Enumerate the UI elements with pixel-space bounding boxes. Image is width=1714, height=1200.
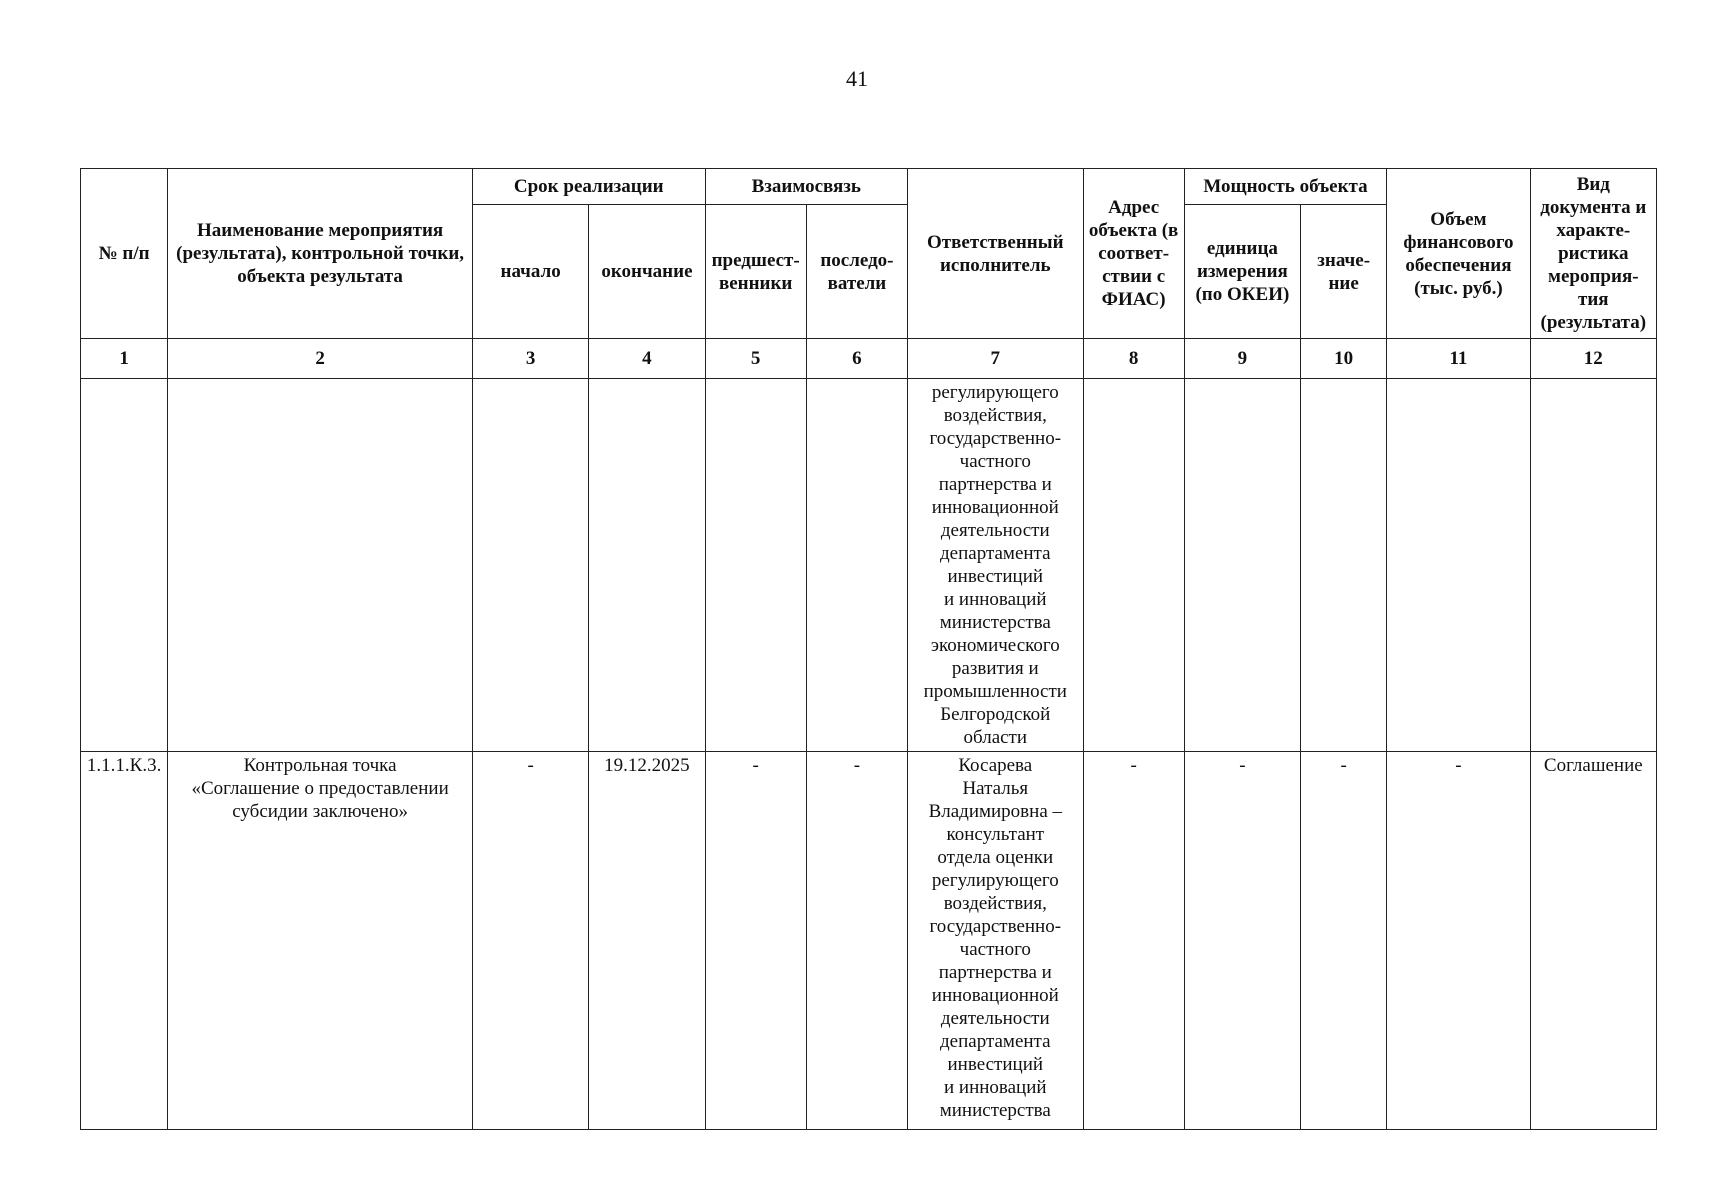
executor-line: Белгородской <box>940 704 1051 725</box>
executor-line: деятельности <box>940 520 1050 541</box>
column-number: 11 <box>1387 339 1530 379</box>
plan-table <box>80 168 1657 1130</box>
executor-line: частного <box>959 939 1031 960</box>
header-address: Адрес объекта (в соответ-ствии с ФИАС) <box>1083 169 1184 339</box>
empty-cell <box>81 379 168 752</box>
header-predecessors: предшест-венники <box>705 205 806 339</box>
empty-cell <box>806 379 907 752</box>
header-link-group: Взаимосвязь <box>705 169 908 205</box>
executor-line: частного <box>959 451 1031 472</box>
executor-line: Косарева <box>958 755 1033 776</box>
column-number: 6 <box>806 339 907 379</box>
executor-line: экономического <box>930 635 1060 656</box>
row-end: 19.12.2025 <box>589 752 705 1130</box>
column-number: 5 <box>705 339 806 379</box>
empty-cell <box>1083 379 1184 752</box>
header-executor: Ответственный исполнитель <box>908 169 1083 339</box>
column-number: 10 <box>1301 339 1387 379</box>
row-name-cell <box>168 752 473 1130</box>
executor-line: инвестиций <box>947 1054 1044 1075</box>
executor-line: министерства <box>939 1100 1051 1121</box>
column-number: 2 <box>168 339 473 379</box>
executor-line: департамента <box>940 543 1051 564</box>
header-number: № п/п <box>81 169 168 339</box>
table-row-continuation <box>81 379 1657 752</box>
executor-line: Владимировна – <box>928 801 1062 822</box>
page-number: 41 <box>846 66 868 91</box>
executor-line: партнерства и <box>938 474 1052 495</box>
executor-line: воздействия, <box>943 405 1047 426</box>
executor-line: инновационной <box>931 497 1059 518</box>
column-number: 7 <box>908 339 1083 379</box>
header-end: окончание <box>589 205 705 339</box>
executor-line: инновационной <box>931 985 1059 1006</box>
column-number: 4 <box>589 339 705 379</box>
row-predecessors: - <box>705 752 806 1130</box>
empty-cell <box>168 379 473 752</box>
row-name-line: Контрольная точка <box>243 755 397 776</box>
executor-line: отдела оценки <box>937 847 1054 868</box>
executor-line: консультант <box>946 824 1045 845</box>
row-document: Соглашение <box>1530 752 1656 1130</box>
executor-line: Наталья <box>962 778 1029 799</box>
executor-line: и инноваций <box>943 589 1047 610</box>
column-number: 3 <box>472 339 588 379</box>
header-name: Наименование мероприятия (результата), контрольной точки, объекта результата <box>168 169 473 339</box>
empty-cell <box>472 379 588 752</box>
empty-cell <box>1530 379 1656 752</box>
column-number: 8 <box>1083 339 1184 379</box>
header-term-group: Срок реализации <box>472 169 705 205</box>
header-start: начало <box>472 205 588 339</box>
column-number: 1 <box>81 339 168 379</box>
executor-line: регулирующего <box>931 382 1059 403</box>
executor-line: регулирующего <box>931 870 1059 891</box>
column-number: 12 <box>1530 339 1656 379</box>
row-address: - <box>1083 752 1184 1130</box>
executor-line: развития и <box>951 658 1039 679</box>
executor-line: воздействия, <box>943 893 1047 914</box>
executor-line: департамента <box>940 1031 1051 1052</box>
column-number-row <box>81 339 1657 379</box>
row-start: - <box>472 752 588 1130</box>
row-successors: - <box>806 752 907 1130</box>
column-number: 9 <box>1184 339 1300 379</box>
header-funding: Объем финансового обеспечения (тыс. руб.) <box>1387 169 1530 339</box>
executor-line: деятельности <box>940 1008 1050 1029</box>
header-unit: единица измерения (по ОКЕИ) <box>1184 205 1300 339</box>
empty-cell <box>1387 379 1530 752</box>
header-document: Вид документа и характе-ристика мероприя-тия (результата) <box>1530 169 1656 339</box>
executor-line: инвестиций <box>947 566 1044 587</box>
executor-line: партнерства и <box>938 962 1052 983</box>
header-capacity-group: Мощность объекта <box>1184 169 1387 205</box>
table-row <box>81 752 1657 1130</box>
executor-line: министерства <box>939 612 1051 633</box>
row-name-line: «Соглашение о предоставлении <box>191 778 449 799</box>
executor-line: промышленности <box>923 681 1067 702</box>
executor-line: государственно- <box>929 428 1062 449</box>
executor-line: области <box>963 727 1028 748</box>
row-value: - <box>1301 752 1387 1130</box>
row-number: 1.1.1.К.3. <box>81 752 168 1130</box>
header-successors: последо-ватели <box>806 205 907 339</box>
header-value: значе-ние <box>1301 205 1387 339</box>
header-row-top <box>81 169 1657 205</box>
executor-line: и инноваций <box>943 1077 1047 1098</box>
empty-cell <box>705 379 806 752</box>
executor-cell <box>908 379 1083 752</box>
row-funding: - <box>1387 752 1530 1130</box>
empty-cell <box>1301 379 1387 752</box>
row-unit: - <box>1184 752 1300 1130</box>
executor-cell <box>908 752 1083 1130</box>
empty-cell <box>589 379 705 752</box>
row-name-line: субсидии заключено» <box>232 801 408 822</box>
empty-cell <box>1184 379 1300 752</box>
executor-line: государственно- <box>929 916 1062 937</box>
